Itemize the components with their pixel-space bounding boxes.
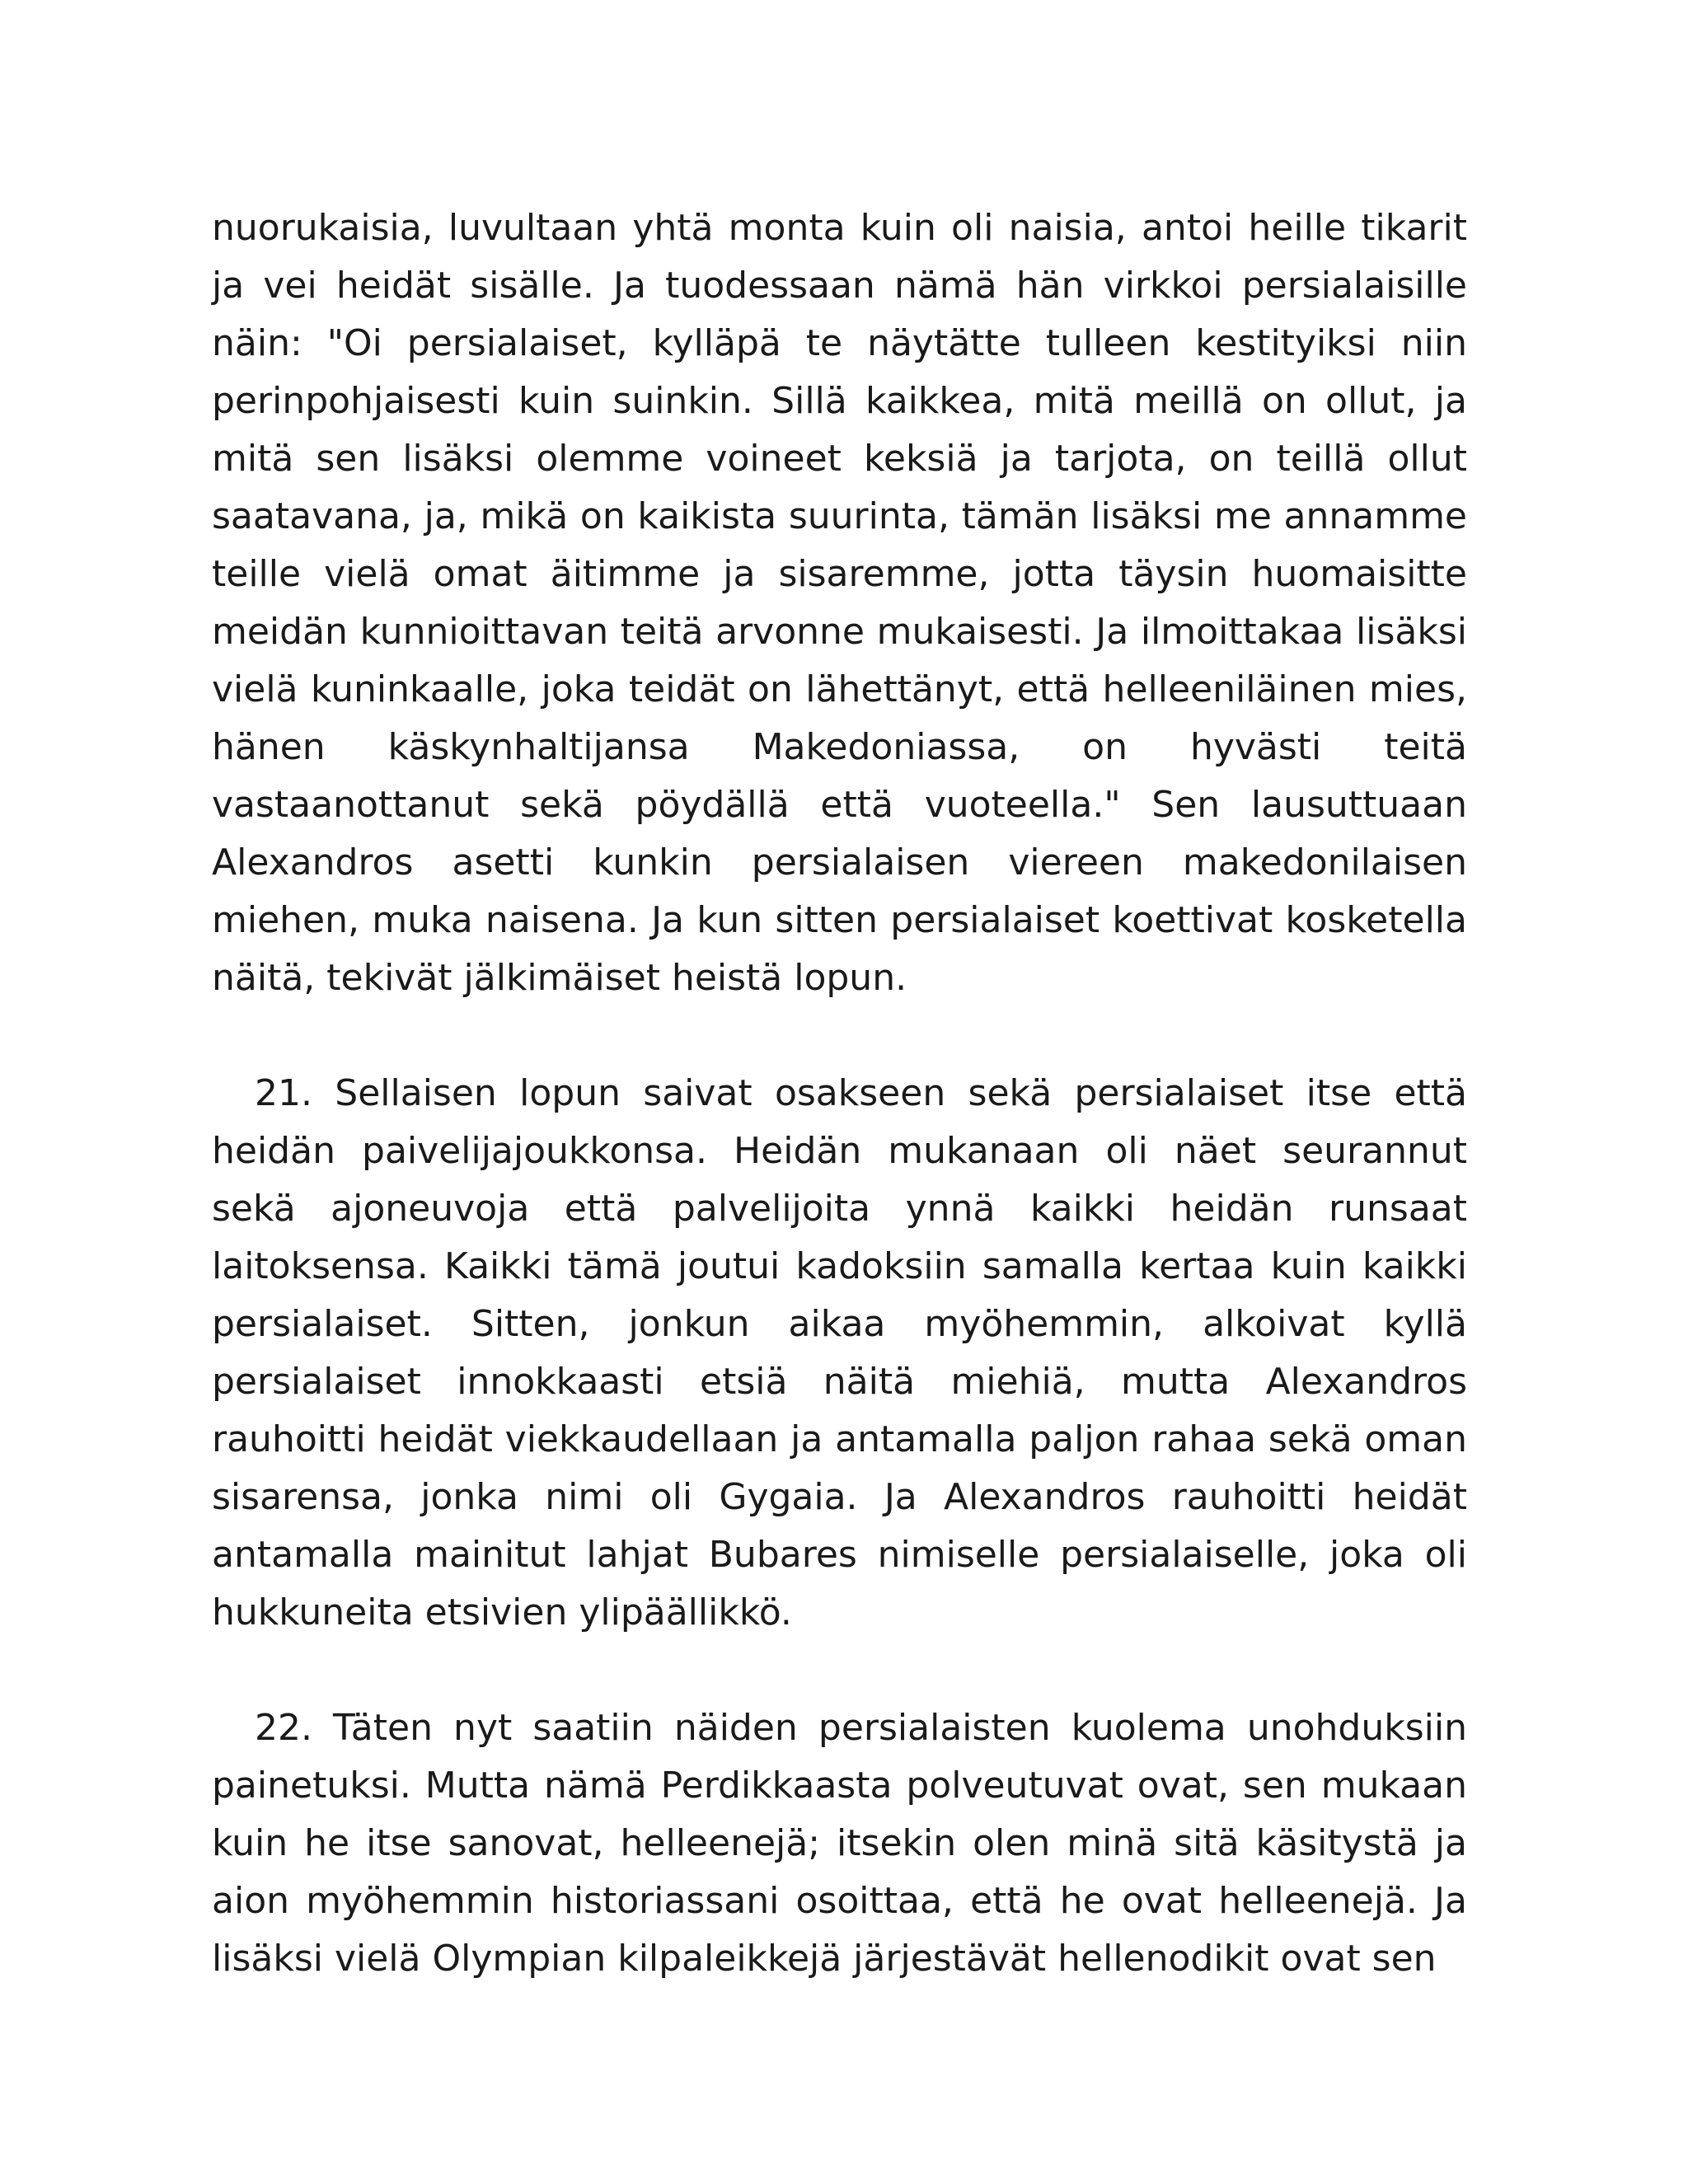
paragraph-section-22: 22. Täten nyt saatiin näiden persialaisten kuolema unohduksiin painetuksi. Mutta nämä Perdikkaasta polveutuvat ovat, sen mukaan kuin he itse sanovat, helleenejä; itsekin olen minä sitä käsitystä ja aion myöhemmin historiassani osoittaa, että he ovat helleenejä. Ja lisäksi vielä Olympian kilpaleikkejä järjestävät hellenodikit ovat sen <box>212 1707 1467 1980</box>
paragraph-section-21: 21. Sellaisen lopun saivat osakseen sekä persialaiset itse että heidän paivelijajoukkonsa. Heidän mukanaan oli näet seurannut sekä ajoneuvoja että palvelijoita ynnä kaikki heidän runsaat laitoksensa. Kaikki tämä joutui kadoksiin samalla kertaa kuin kaikki persialaiset. Sitten, jonkun aikaa myöhemmin, alkoivat kyllä persialaiset innokkaasti etsiä näitä miehiä, mutta Alexandros rauhoitti heidät viekkaudellaan ja antamalla paljon rahaa sekä oman sisarensa, jonka nimi oli Gygaia. Ja Alexandros rauhoitti heidät antamalla mainitut lahjat Bubares nimiselle persialaiselle, joka oli hukkuneita etsivien ylipäällikkö. <box>212 1072 1467 1633</box>
paragraph-continuation: nuorukaisia, luvultaan yhtä monta kuin oli naisia, antoi heille tikarit ja vei heidät sisälle. Ja tuodessaan nämä hän virkkoi persialaisille näin: "Oi persialaiset, kylläpä te näytätte tulleen kestityiksi niin perinpohjaisesti kuin suinkin. Sillä kaikkea, mitä meillä on ollut, ja mitä sen lisäksi olemme voineet keksiä ja tarjota, on teillä ollut saatavana, ja, mikä on kaikista suurinta, tämän lisäksi me annamme teille vielä omat äitimme ja sisaremme, jotta täysin huomaisitte meidän kunnioittavan teitä arvonne mukaisesti. Ja ilmoittakaa lisäksi vielä kuninkaalle, joka teidät on lähettänyt, että helleeniläinen mies, hänen käskynhaltijansa Makedoniassa, on hyvästi teitä vastaanottanut sekä pöydällä että vuoteella." Sen lausuttuaan Alexandros asetti kunkin persialaisen viereen makedonilaisen miehen, muka naisena. Ja kun sitten persialaiset koettivat kosketella näitä, tekivät jälkimäiset heistä lopun. <box>212 207 1467 999</box>
text-column <box>212 199 1467 1988</box>
